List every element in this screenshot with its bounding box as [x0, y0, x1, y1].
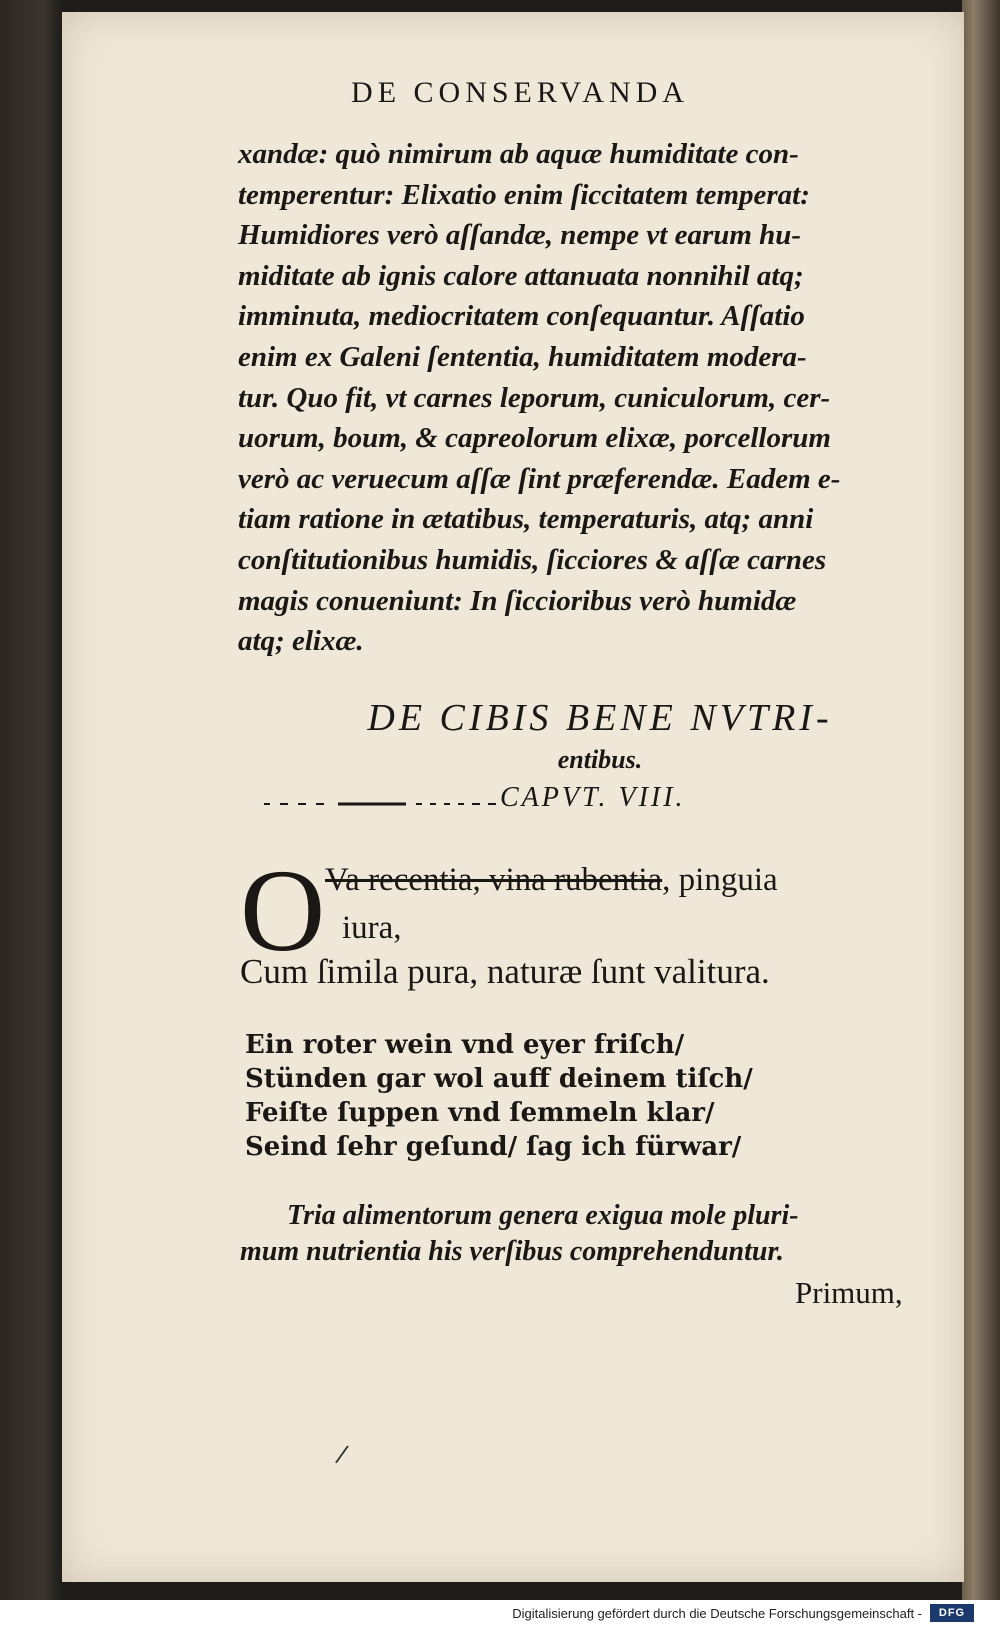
german-line: Seind ſehr geſund/ ſag ich fürwar/: [245, 1132, 742, 1162]
body-line: Humidiores verò aſſandæ, nempe vt earum hu-: [238, 219, 802, 252]
binding-edge: [0, 0, 62, 1600]
body-line: tur. Quo fit, vt carnes leporum, cuniculorum, cer-: [238, 381, 831, 414]
ink-mark: /: [333, 1439, 351, 1469]
verse-line: iura,: [342, 910, 402, 946]
drop-cap: O: [240, 845, 326, 976]
chapter-number: CAPVT. VIII.: [500, 782, 686, 813]
page-fore-edge: [962, 0, 1000, 1600]
footer-credit: Digitalisierung gefördert durch die Deutsche Forschungsgemeinschaft -: [512, 1606, 922, 1621]
verse-line-rest: , pinguia: [662, 862, 778, 898]
dfg-logo-icon: DFG: [930, 1604, 974, 1622]
body-line: uorum, boum, & capreolorum elixæ, porcellorum: [238, 422, 831, 455]
body-line: temperentur: Elixatio enim ſiccitatem temperat:: [238, 178, 810, 211]
body-line: xandæ: quò nimirum ab aquæ humiditate con-: [238, 138, 799, 170]
body-line: atq; elixæ.: [238, 625, 364, 658]
german-verse: [245, 1028, 753, 1164]
chapter-title-continuation: entibus.: [557, 745, 643, 774]
german-line: Ein roter wein vnd eyer friſch/: [245, 1030, 685, 1060]
commentary-paragraph: [240, 1198, 940, 1270]
german-line: Stünden gar wol auff deinem tiſch/: [245, 1064, 753, 1094]
chapter-title: DE CIBIS BENE NVTRI-: [367, 697, 833, 739]
body-line: verò ac veruecum aſſæ ſint præferendæ. Eadem e-: [238, 462, 841, 495]
body-line: tiam ratione in ætatibus, temperaturis, atq; anni: [238, 503, 814, 536]
struck-text: Va recentia, vina rubentia: [325, 862, 663, 898]
body-paragraph: [238, 134, 938, 662]
german-line: Feiſte ſuppen vnd ſemmeln klar/: [245, 1098, 715, 1128]
commentary-line: Tria alimentorum genera exigua mole pluri-: [287, 1200, 799, 1231]
verse-line: [325, 862, 778, 899]
body-line: miditate ab ignis calore attanuata nonnihil atq;: [238, 259, 804, 292]
verse-line: Cum ſimila pura, naturæ ſunt valitura.: [240, 952, 770, 991]
body-line: enim ex Galeni ſententia, humiditatem modera-: [238, 340, 807, 373]
commentary-line: mum nutrientia his verſibus comprehenduntur.: [240, 1236, 784, 1267]
body-line: imminuta, mediocritatem conſequantur. Aſſatio: [238, 300, 805, 333]
catchword: Primum,: [795, 1275, 903, 1310]
body-line: magis conueniunt: In ſiccioribus verò humidæ: [238, 584, 797, 617]
body-line: conſtitutionibus humidis, ſicciores & aſſæ carnes: [238, 543, 827, 576]
running-head: DE CONSERVANDA: [351, 76, 689, 109]
